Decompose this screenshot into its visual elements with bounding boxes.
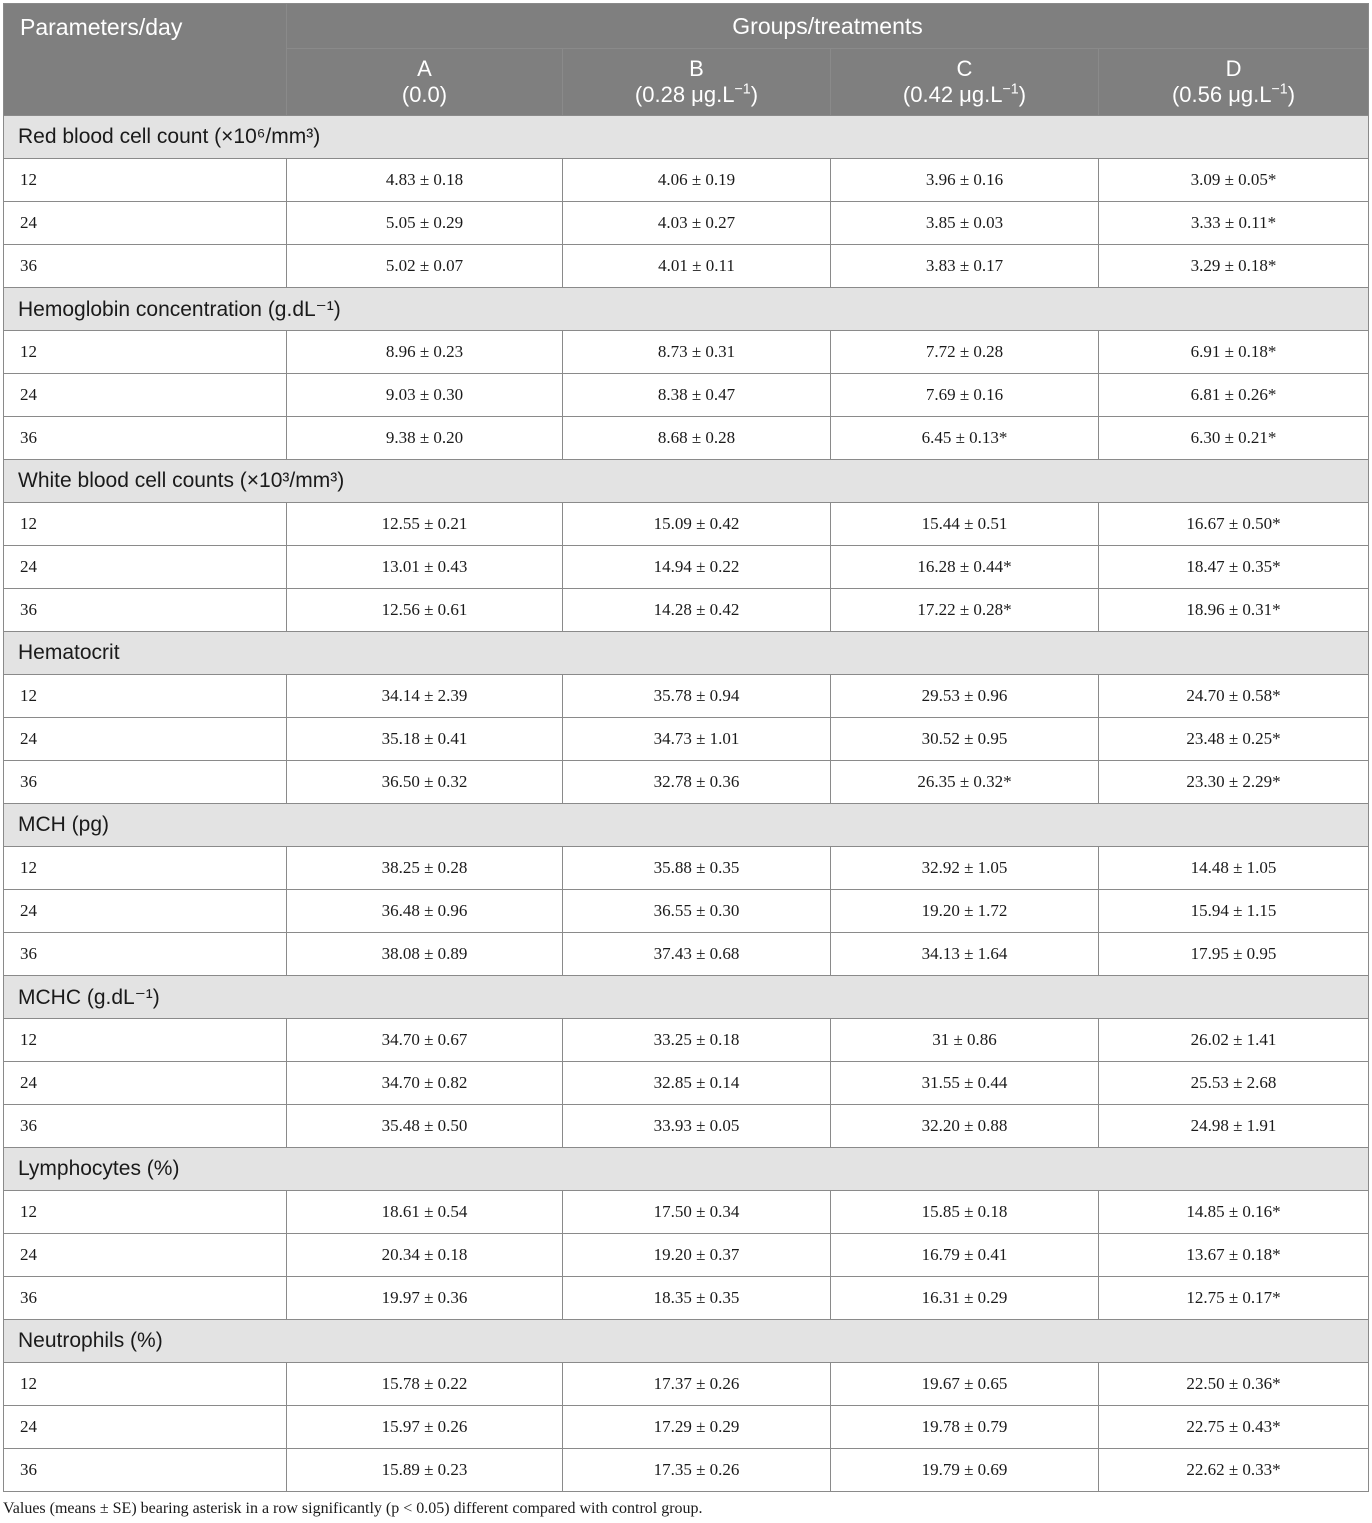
- value-cell-group-a: 13.01 ± 0.43: [287, 546, 563, 589]
- group-dose: (0.28 $\mu g.L^{-1}$): [634, 81, 759, 107]
- value-cell-group-c: 15.85 ± 0.18: [831, 1191, 1099, 1234]
- day-cell: 12: [4, 331, 287, 374]
- value-cell-group-d: 18.47 ± 0.35*: [1099, 546, 1369, 589]
- value-cell-group-a: 15.89 ± 0.23: [287, 1449, 563, 1492]
- day-cell: 36: [4, 1449, 287, 1492]
- value-cell-group-b: 14.28 ± 0.42: [563, 589, 831, 632]
- day-cell: 12: [4, 1019, 287, 1062]
- day-cell: 24: [4, 546, 287, 589]
- value-cell-group-b: 37.43 ± 0.68: [563, 933, 831, 976]
- section-header-row: [4, 1320, 1369, 1363]
- value-cell-group-d: 22.62 ± 0.33*: [1099, 1449, 1369, 1492]
- value-cell-group-d: 3.09 ± 0.05*: [1099, 159, 1369, 202]
- value-cell-group-c: 19.67 ± 0.65: [831, 1363, 1099, 1406]
- value-cell-group-d: 17.95 ± 0.95: [1099, 933, 1369, 976]
- header-row-groups: [4, 4, 1369, 49]
- value-cell-group-c: 26.35 ± 0.32*: [831, 761, 1099, 804]
- section-title: MCHC (g.dL⁻¹): [4, 976, 1369, 1019]
- value-cell-group-c: 3.83 ± 0.17: [831, 245, 1099, 288]
- value-cell-group-a: 9.03 ± 0.30: [287, 374, 563, 417]
- value-cell-group-d: 24.98 ± 1.91: [1099, 1105, 1369, 1148]
- table-row: [4, 159, 1369, 202]
- value-cell-group-c: 30.52 ± 0.95: [831, 718, 1099, 761]
- value-cell-group-d: 22.75 ± 0.43*: [1099, 1406, 1369, 1449]
- day-cell: 12: [4, 1363, 287, 1406]
- value-cell-group-b: 33.25 ± 0.18: [563, 1019, 831, 1062]
- table-row: [4, 331, 1369, 374]
- section-title: Hemoglobin concentration (g.dL⁻¹): [4, 288, 1369, 331]
- value-cell-group-b: 17.35 ± 0.26: [563, 1449, 831, 1492]
- value-cell-group-c: 31.55 ± 0.44: [831, 1062, 1099, 1105]
- value-cell-group-b: 17.29 ± 0.29: [563, 1406, 831, 1449]
- table-row: [4, 245, 1369, 288]
- value-cell-group-d: 6.91 ± 0.18*: [1099, 331, 1369, 374]
- value-cell-group-a: 35.18 ± 0.41: [287, 718, 563, 761]
- group-dose: (0.42 $\mu g.L^{-1}$): [902, 81, 1027, 107]
- section-title: Red blood cell count (×10⁶/mm³): [4, 116, 1369, 159]
- value-cell-group-c: 15.44 ± 0.51: [831, 503, 1099, 546]
- table-row: [4, 718, 1369, 761]
- value-cell-group-a: 12.55 ± 0.21: [287, 503, 563, 546]
- value-cell-group-c: 16.28 ± 0.44*: [831, 546, 1099, 589]
- value-cell-group-a: 20.34 ± 0.18: [287, 1234, 563, 1277]
- value-cell-group-d: 23.48 ± 0.25*: [1099, 718, 1369, 761]
- value-cell-group-a: 38.25 ± 0.28: [287, 847, 563, 890]
- day-cell: 36: [4, 761, 287, 804]
- table-row: [4, 417, 1369, 460]
- table-row: [4, 1277, 1369, 1320]
- section-header-row: [4, 804, 1369, 847]
- value-cell-group-b: 32.85 ± 0.14: [563, 1062, 831, 1105]
- value-cell-group-c: 7.69 ± 0.16: [831, 374, 1099, 417]
- value-cell-group-d: 23.30 ± 2.29*: [1099, 761, 1369, 804]
- value-cell-group-a: 15.78 ± 0.22: [287, 1363, 563, 1406]
- table-row: [4, 933, 1369, 976]
- value-cell-group-a: 36.50 ± 0.32: [287, 761, 563, 804]
- table-row: [4, 1234, 1369, 1277]
- value-cell-group-d: 6.30 ± 0.21*: [1099, 417, 1369, 460]
- value-cell-group-c: 6.45 ± 0.13*: [831, 417, 1099, 460]
- group-letter: B: [689, 56, 704, 81]
- value-cell-group-d: 18.96 ± 0.31*: [1099, 589, 1369, 632]
- value-cell-group-d: 25.53 ± 2.68: [1099, 1062, 1369, 1105]
- day-cell: 24: [4, 1062, 287, 1105]
- table-row: [4, 374, 1369, 417]
- day-cell: 36: [4, 245, 287, 288]
- day-cell: 36: [4, 417, 287, 460]
- value-cell-group-a: 34.70 ± 0.67: [287, 1019, 563, 1062]
- day-cell: 24: [4, 374, 287, 417]
- section-header-row: [4, 976, 1369, 1019]
- value-cell-group-b: 33.93 ± 0.05: [563, 1105, 831, 1148]
- value-cell-group-d: 22.50 ± 0.36*: [1099, 1363, 1369, 1406]
- value-cell-group-b: 36.55 ± 0.30: [563, 890, 831, 933]
- day-cell: 36: [4, 1277, 287, 1320]
- value-cell-group-a: 12.56 ± 0.61: [287, 589, 563, 632]
- value-cell-group-d: 14.48 ± 1.05: [1099, 847, 1369, 890]
- value-cell-group-a: 9.38 ± 0.20: [287, 417, 563, 460]
- value-cell-group-d: 12.75 ± 0.17*: [1099, 1277, 1369, 1320]
- day-cell: 12: [4, 503, 287, 546]
- value-cell-group-a: 34.70 ± 0.82: [287, 1062, 563, 1105]
- group-header-d: [1099, 49, 1369, 116]
- value-cell-group-d: 13.67 ± 0.18*: [1099, 1234, 1369, 1277]
- value-cell-group-a: 4.83 ± 0.18: [287, 159, 563, 202]
- value-cell-group-a: 18.61 ± 0.54: [287, 1191, 563, 1234]
- day-cell: 24: [4, 1406, 287, 1449]
- value-cell-group-a: 5.02 ± 0.07: [287, 245, 563, 288]
- table-row: [4, 546, 1369, 589]
- value-cell-group-a: 19.97 ± 0.36: [287, 1277, 563, 1320]
- value-cell-group-d: 16.67 ± 0.50*: [1099, 503, 1369, 546]
- value-cell-group-c: 16.31 ± 0.29: [831, 1277, 1099, 1320]
- table-body: [4, 116, 1369, 1492]
- table-row: [4, 1062, 1369, 1105]
- value-cell-group-d: 24.70 ± 0.58*: [1099, 675, 1369, 718]
- table-row: [4, 202, 1369, 245]
- day-cell: 24: [4, 890, 287, 933]
- value-cell-group-a: 8.96 ± 0.23: [287, 331, 563, 374]
- header-groups-treatments: Groups/treatments: [287, 4, 1369, 49]
- value-cell-group-c: 34.13 ± 1.64: [831, 933, 1099, 976]
- section-header-row: [4, 632, 1369, 675]
- value-cell-group-a: 35.48 ± 0.50: [287, 1105, 563, 1148]
- group-dose: (0.56 $\mu g.L^{-1}$): [1171, 81, 1296, 107]
- value-cell-group-a: 5.05 ± 0.29: [287, 202, 563, 245]
- value-cell-group-b: 32.78 ± 0.36: [563, 761, 831, 804]
- table-row: [4, 1105, 1369, 1148]
- value-cell-group-c: 29.53 ± 0.96: [831, 675, 1099, 718]
- table-row: [4, 761, 1369, 804]
- value-cell-group-b: 4.01 ± 0.11: [563, 245, 831, 288]
- value-cell-group-b: 19.20 ± 0.37: [563, 1234, 831, 1277]
- value-cell-group-d: 14.85 ± 0.16*: [1099, 1191, 1369, 1234]
- group-letter: A: [417, 56, 432, 81]
- day-cell: 12: [4, 847, 287, 890]
- value-cell-group-b: 35.88 ± 0.35: [563, 847, 831, 890]
- table-row: [4, 890, 1369, 933]
- value-cell-group-c: 19.79 ± 0.69: [831, 1449, 1099, 1492]
- header-parameters-day: Parameters/day: [4, 4, 287, 116]
- day-cell: 36: [4, 933, 287, 976]
- value-cell-group-c: 3.85 ± 0.03: [831, 202, 1099, 245]
- value-cell-group-b: 8.68 ± 0.28: [563, 417, 831, 460]
- value-cell-group-a: 15.97 ± 0.26: [287, 1406, 563, 1449]
- value-cell-group-b: 8.73 ± 0.31: [563, 331, 831, 374]
- value-cell-group-a: 38.08 ± 0.89: [287, 933, 563, 976]
- value-cell-group-c: 17.22 ± 0.28*: [831, 589, 1099, 632]
- value-cell-group-c: 3.96 ± 0.16: [831, 159, 1099, 202]
- hematology-table: [3, 3, 1369, 1492]
- value-cell-group-b: 15.09 ± 0.42: [563, 503, 831, 546]
- value-cell-group-b: 35.78 ± 0.94: [563, 675, 831, 718]
- value-cell-group-c: 31 ± 0.86: [831, 1019, 1099, 1062]
- group-dose: (0.0): [401, 82, 448, 107]
- section-title: White blood cell counts (×10³/mm³): [4, 460, 1369, 503]
- table-row: [4, 1191, 1369, 1234]
- value-cell-group-b: 14.94 ± 0.22: [563, 546, 831, 589]
- value-cell-group-b: 17.50 ± 0.34: [563, 1191, 831, 1234]
- table-row: [4, 675, 1369, 718]
- group-letter: D: [1225, 56, 1242, 81]
- table-row: [4, 847, 1369, 890]
- value-cell-group-b: 18.35 ± 0.35: [563, 1277, 831, 1320]
- table-row: [4, 1406, 1369, 1449]
- day-cell: 24: [4, 1234, 287, 1277]
- value-cell-group-d: 3.33 ± 0.11*: [1099, 202, 1369, 245]
- value-cell-group-c: 32.92 ± 1.05: [831, 847, 1099, 890]
- group-header-b: [563, 49, 831, 116]
- table-footnote: Values (means ± SE) bearing asterisk in a row significantly (p < 0.05) different compared with control group.: [3, 1500, 703, 1517]
- table-row: [4, 503, 1369, 546]
- value-cell-group-d: 15.94 ± 1.15: [1099, 890, 1369, 933]
- section-title: Lymphocytes (%): [4, 1148, 1369, 1191]
- section-title: Neutrophils (%): [4, 1320, 1369, 1363]
- value-cell-group-c: 19.20 ± 1.72: [831, 890, 1099, 933]
- value-cell-group-a: 36.48 ± 0.96: [287, 890, 563, 933]
- value-cell-group-b: 4.03 ± 0.27: [563, 202, 831, 245]
- value-cell-group-c: 19.78 ± 0.79: [831, 1406, 1099, 1449]
- value-cell-group-d: 3.29 ± 0.18*: [1099, 245, 1369, 288]
- value-cell-group-c: 16.79 ± 0.41: [831, 1234, 1099, 1277]
- table-row: [4, 1363, 1369, 1406]
- group-header-a: [287, 49, 563, 116]
- section-header-row: [4, 116, 1369, 159]
- day-cell: 12: [4, 675, 287, 718]
- day-cell: 24: [4, 718, 287, 761]
- results-table-container: [3, 3, 1368, 1492]
- table-header: [4, 4, 1369, 116]
- value-cell-group-c: 7.72 ± 0.28: [831, 331, 1099, 374]
- section-title: MCH (pg): [4, 804, 1369, 847]
- section-header-row: [4, 1148, 1369, 1191]
- value-cell-group-d: 6.81 ± 0.26*: [1099, 374, 1369, 417]
- group-letter: C: [956, 56, 973, 81]
- section-header-row: [4, 460, 1369, 503]
- group-header-c: [831, 49, 1099, 116]
- value-cell-group-b: 34.73 ± 1.01: [563, 718, 831, 761]
- value-cell-group-c: 32.20 ± 0.88: [831, 1105, 1099, 1148]
- value-cell-group-b: 17.37 ± 0.26: [563, 1363, 831, 1406]
- day-cell: 36: [4, 1105, 287, 1148]
- day-cell: 36: [4, 589, 287, 632]
- section-header-row: [4, 288, 1369, 331]
- table-row: [4, 589, 1369, 632]
- table-row: [4, 1449, 1369, 1492]
- value-cell-group-b: 4.06 ± 0.19: [563, 159, 831, 202]
- table-row: [4, 1019, 1369, 1062]
- value-cell-group-a: 34.14 ± 2.39: [287, 675, 563, 718]
- day-cell: 12: [4, 1191, 287, 1234]
- value-cell-group-d: 26.02 ± 1.41: [1099, 1019, 1369, 1062]
- day-cell: 12: [4, 159, 287, 202]
- day-cell: 24: [4, 202, 287, 245]
- section-title: Hematocrit: [4, 632, 1369, 675]
- value-cell-group-b: 8.38 ± 0.47: [563, 374, 831, 417]
